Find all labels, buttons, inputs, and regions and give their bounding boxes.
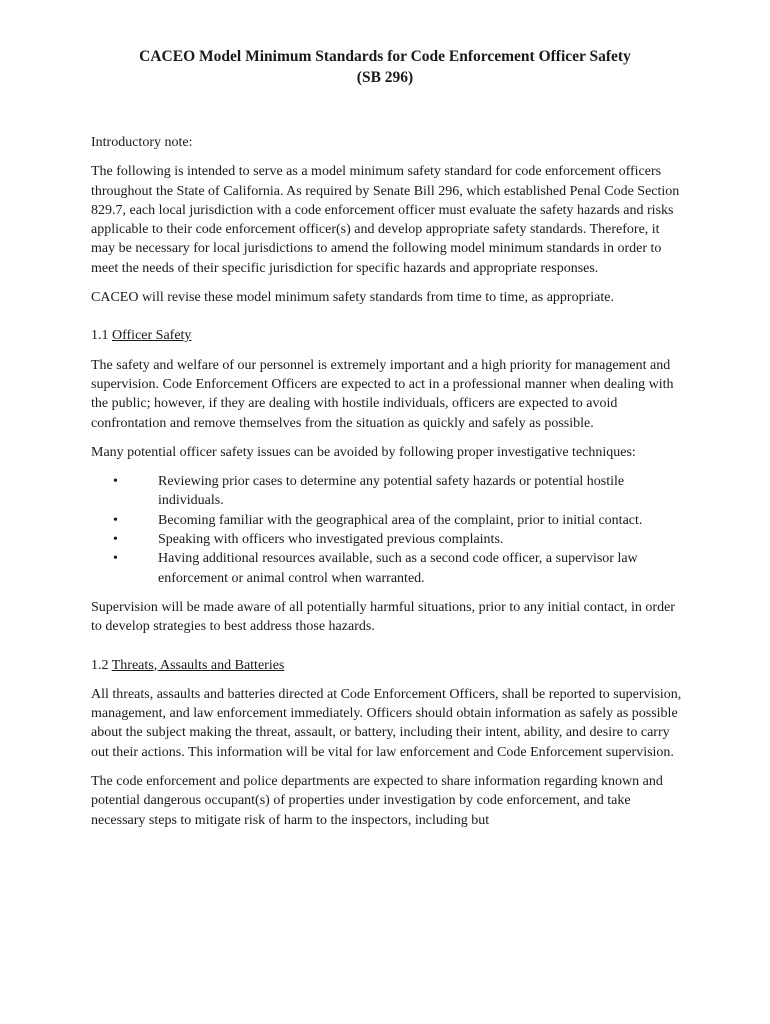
section-paragraph: The safety and welfare of our personnel is extremely important and a high priority for management and supervision. Code Enforcement Officers are expected to act in a professional manner when dealing with the public; however, if they are dealing with hostile individuals, officers are expected to avoid confrontation and remove themselves from the situation as quickly and safely as possible.: [91, 357, 674, 431]
list-item: [91, 530, 685, 549]
list-item-text: Becoming familiar with the geographical area of the complaint, prior to initial contact.: [158, 512, 643, 528]
section-number: 1.1: [91, 328, 109, 344]
document-body: [91, 133, 685, 840]
section-paragraph: Many potential officer safety issues can be avoided by following proper investigative techniques:: [91, 444, 636, 460]
bullet-list: [91, 472, 685, 588]
title-line-1: CACEO Model Minimum Standards for Code Enforcement Officer Safety: [139, 48, 631, 65]
section-number: 1.2: [91, 657, 109, 673]
section-heading-officer-safety: [91, 326, 685, 345]
section-paragraph: All threats, assaults and batteries directed at Code Enforcement Officers, shall be reported to supervision, management, and law enforcement immediately. Officers should obtain information as safely as possible about the subject making the threat, assault, or battery, including their intent, ability, and desire to carry out their actions. This information will be vital for law enforcement and Code Enforcement supervision.: [91, 686, 682, 760]
section-paragraph: The code enforcement and police departments are expected to share information regarding known and potential dangerous occupant(s) of properties under investigation by code enforcement, and take necessary steps to mitigate risk of harm to the inspectors, including but: [91, 774, 663, 828]
bullet-icon: •: [113, 551, 118, 567]
list-item: [91, 511, 685, 530]
title-line-2: (SB 296): [356, 69, 414, 86]
list-item: [91, 549, 685, 588]
bullet-icon: •: [113, 474, 118, 490]
list-item-text: Having additional resources available, such as a second code officer, a supervisor law enforcement or animal control when warranted.: [158, 551, 638, 586]
bullet-icon: •: [113, 532, 118, 548]
list-item: [91, 472, 685, 511]
bullet-icon: •: [113, 512, 118, 528]
list-item-text: Reviewing prior cases to determine any potential safety hazards or potential hostile individuals.: [158, 474, 625, 509]
document-title: [0, 46, 770, 88]
list-item-text: Speaking with officers who investigated previous complaints.: [158, 532, 504, 548]
section-title: Threats, Assaults and Batteries: [111, 657, 285, 673]
intro-paragraph: CACEO will revise these model minimum safety standards from time to time, as appropriate.: [91, 290, 614, 306]
intro-paragraph: The following is intended to serve as a model minimum safety standard for code enforcement officers throughout the State of California. As required by Senate Bill 296, which established Penal Code Section 829.7, each local jurisdiction with a code enforcement officer must evaluate the safety hazards and risks applicable to their code enforcement officer(s) and develop appropriate safety standards. Therefore, it may be necessary for local jurisdictions to amend the following model minimum standards in order to meet the needs of their specific jurisdiction for specific hazards and appropriate responses.: [91, 164, 680, 276]
section-paragraph: Supervision will be made aware of all potentially harmful situations, prior to any initial contact, in order to develop strategies to best address those hazards.: [91, 599, 675, 635]
section-heading-threats: [91, 656, 685, 675]
section-title: Officer Safety: [112, 328, 192, 344]
intro-label: Introductory note:: [91, 135, 193, 150]
